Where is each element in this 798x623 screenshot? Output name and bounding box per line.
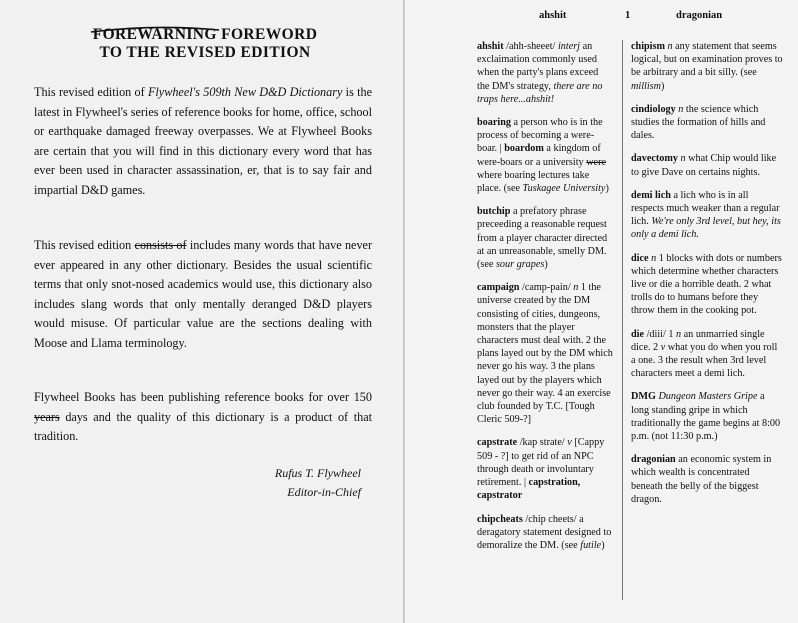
running-head-first-word: ahshit <box>539 10 567 21</box>
dictionary-column-right <box>631 40 783 516</box>
italic-text: n <box>680 153 686 165</box>
text-run: any statement that seems logical, but on examination proves to be arbitrary and a bit silly. (see <box>631 41 783 79</box>
dictionary-entry <box>631 189 783 242</box>
struck-title-word: FOREWARNING <box>93 26 217 44</box>
text-run: the science which studies the formation of hills and dales. <box>631 103 766 142</box>
italic-text: n <box>676 328 682 340</box>
text-run: /ahh-sheeet/ <box>503 41 558 52</box>
headword: ahshit <box>477 41 504 52</box>
headword: dice <box>631 252 649 264</box>
dictionary-entry <box>477 513 613 553</box>
italic-text: n <box>667 41 673 52</box>
italic-text: there are no traps here...ahshit! <box>477 80 603 105</box>
dictionary-entry <box>477 436 613 502</box>
headword: dragonian <box>631 454 676 466</box>
text-run: ) <box>661 80 665 92</box>
italic-text: Dungeon Masters Gripe <box>658 391 758 403</box>
text-run: 1 blocks with dots or numbers which determine whether characters live or die a horrible death. 2 what trolls do to humans before they throw them in the cooking pot. <box>631 252 782 317</box>
headword: capstrate <box>477 437 518 449</box>
text-run: includes many words that have never ever appeared in any other dictionary. Besides the usual scientific terms that only snot-nosed academics would use, this dictionary also includes slang words that only mentally deranged D&D players would misuse. Of particular value are the sections dealing with Moose and Llama terminology. <box>34 238 373 350</box>
italic-text: interj <box>557 41 581 52</box>
headword: boaring <box>477 117 511 129</box>
column-divider <box>622 40 623 600</box>
headword: chipcheats <box>477 513 523 525</box>
text-run: what you do when you roll a one. 3 the result when 3rd level characters meet a demi lich. <box>631 341 778 380</box>
italic-text: v <box>567 437 572 449</box>
running-head-last-word: dragonian <box>676 10 723 21</box>
italic-text: millism <box>631 80 662 92</box>
headword: capstration, capstrator <box>477 477 581 502</box>
dictionary-entry <box>631 152 783 178</box>
italic-text: n <box>573 282 579 294</box>
foreword-paragraph-1 <box>34 83 372 200</box>
text-run: 1 the universe created by the DM consisting of cities, dungeons, monsters that the player characters must deal with. 2 the plans layed out by the DM which never go his way. 3 the plans layed out by the players which never go their way. 4 an exercise club founded by T.C. [Tough Cleric 509-?] <box>477 282 613 426</box>
signature-role: Editor-in-Chief <box>287 485 361 499</box>
dictionary-entry <box>631 40 783 93</box>
struck-text: were <box>586 156 606 168</box>
dictionary-entry <box>477 205 613 271</box>
dictionary-entry <box>631 328 783 381</box>
headword: chipism <box>631 41 665 52</box>
text-run: an economic system in which wealth is concentrated beneath the belly of the biggest dragon. <box>631 454 772 505</box>
struck-text: consists of <box>134 238 187 252</box>
bleed-through-marks <box>0 250 14 410</box>
page-number: 1 <box>625 10 631 21</box>
italic-text: We're only 3rd level, but hey, its only a demi lich. <box>631 216 781 241</box>
dictionary-column-left <box>477 40 613 562</box>
text-run: an unmarried single dice. 2 <box>631 328 765 353</box>
italic-text: n <box>651 252 657 264</box>
headword: demi lich <box>631 189 671 201</box>
text-run: a lich who is in all respects much weaker than a regular lich. <box>631 189 780 228</box>
strikethrough-mark <box>91 23 219 39</box>
headword: butchip <box>477 206 511 218</box>
text-run: a long standing gripe in which traditionally the game begins at 8:00 p.m. (not 11:30 p.m.) <box>631 391 781 443</box>
text-run: [Cappy 509 - ?] to get rid of an NPC through death or involuntary retirement. | <box>477 437 605 489</box>
text-run: ) <box>605 183 609 195</box>
text-run: /chip cheets/ a deragatory statement designed to demoralize the DM. (see <box>477 513 612 551</box>
headword: die <box>631 328 645 340</box>
italic-text: v <box>660 341 666 353</box>
italic-text: Flywheel's 509th New D&D Dictionary <box>147 85 343 99</box>
struck-text: years <box>34 409 60 424</box>
dictionary-entry <box>477 40 613 106</box>
headword: cindiology <box>631 103 676 115</box>
text-run: a kingdom of were-boars or a university <box>477 143 601 168</box>
text-run: /diii/ 1 <box>644 328 677 340</box>
text-run: what Chip would like to give Dave on certains nights. <box>631 153 777 178</box>
title-line2: TO THE REVISED EDITION <box>99 44 311 61</box>
text-run: a prefatory phrase preceeding a reasonable request from a player character directed at an unreasonable, smelly DM. (see <box>477 206 608 271</box>
dictionary-entry <box>631 453 783 506</box>
text-run: This revised edition <box>34 238 135 252</box>
text-run: an exclaimation commonly used when the party's plans exceed the DM's strategy, <box>477 41 599 92</box>
dictionary-entry <box>631 252 783 318</box>
text-run: /kap strate/ <box>517 437 568 449</box>
text-run: ) <box>601 539 605 551</box>
headword: boardom <box>504 143 544 155</box>
foreword-title <box>40 26 370 62</box>
text-run: This revised edition of <box>34 85 148 99</box>
text-run: Flywheel Books has been publishing reference books for over 150 <box>34 390 372 404</box>
italic-text: Tuskagee University <box>522 183 606 195</box>
foreword-paragraph-3 <box>34 388 372 447</box>
text-run: /camp-pain/ <box>519 282 574 294</box>
text-run: a person who is in the process of becoming a were-boar. | <box>477 117 603 155</box>
text-run: is the latest in Flywheel's series of reference books for home, office, school or earthquake damaged freeway overpasses. We at Flywheel Books are certain that you will find in this dictionary every word that has ever been used in character assassination, er, that is to say fair and impartial D&D games. <box>34 85 372 197</box>
headword: DMG <box>631 391 656 403</box>
italic-text: futile <box>580 539 602 551</box>
headword: campaign <box>477 282 520 294</box>
dictionary-entry <box>631 390 783 443</box>
italic-text: n <box>678 103 684 115</box>
text-run: days and the quality of this dictionary is a product of that tradition. <box>34 409 372 443</box>
dictionary-page <box>405 0 798 623</box>
text-run: ) <box>544 259 548 271</box>
dictionary-entry <box>477 116 613 195</box>
title-line1-rest: FOREWORD <box>216 26 318 43</box>
italic-text: sour grapes <box>495 259 545 271</box>
headword: davectomy <box>631 153 678 165</box>
signature-name: Rufus T. Flywheel <box>274 466 361 480</box>
dictionary-entry <box>631 103 783 143</box>
text-run: where boaring lectures take place. (see <box>477 169 590 195</box>
foreword-paragraph-2 <box>34 236 372 353</box>
dictionary-entry <box>477 281 613 426</box>
